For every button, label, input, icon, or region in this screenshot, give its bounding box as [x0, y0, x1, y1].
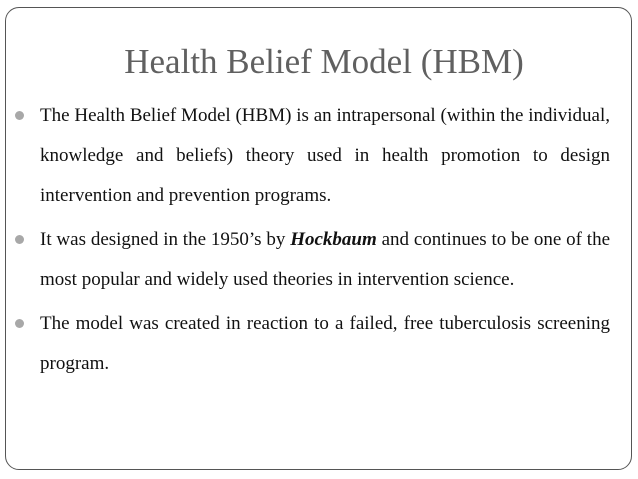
- bullet-text: The model was created in reaction to a failed, free tuberculosis screening program.: [40, 313, 610, 374]
- bullet-dot-icon: [15, 235, 24, 244]
- author-name: Hockbaum: [290, 229, 377, 250]
- slide-title: Health Belief Model (HBM): [124, 42, 524, 81]
- bullet-text-before: It was designed in the 1950’s by: [40, 229, 291, 250]
- bullet-text-after: and continues to be one of the most popular and widely used theories in intervention science.: [40, 229, 611, 290]
- bullet-text: The Health Belief Model (HBM) is an intrapersonal (within the individual, knowledge and beliefs) theory used in health promotion to design intervention and prevention programs.: [40, 105, 610, 206]
- bullet-list: [14, 96, 610, 388]
- bullet-item: [14, 220, 610, 300]
- bullet-dot-icon: [15, 319, 24, 328]
- bullet-item: [14, 304, 610, 384]
- bullet-dot-icon: [15, 111, 24, 120]
- bullet-item: [14, 96, 610, 216]
